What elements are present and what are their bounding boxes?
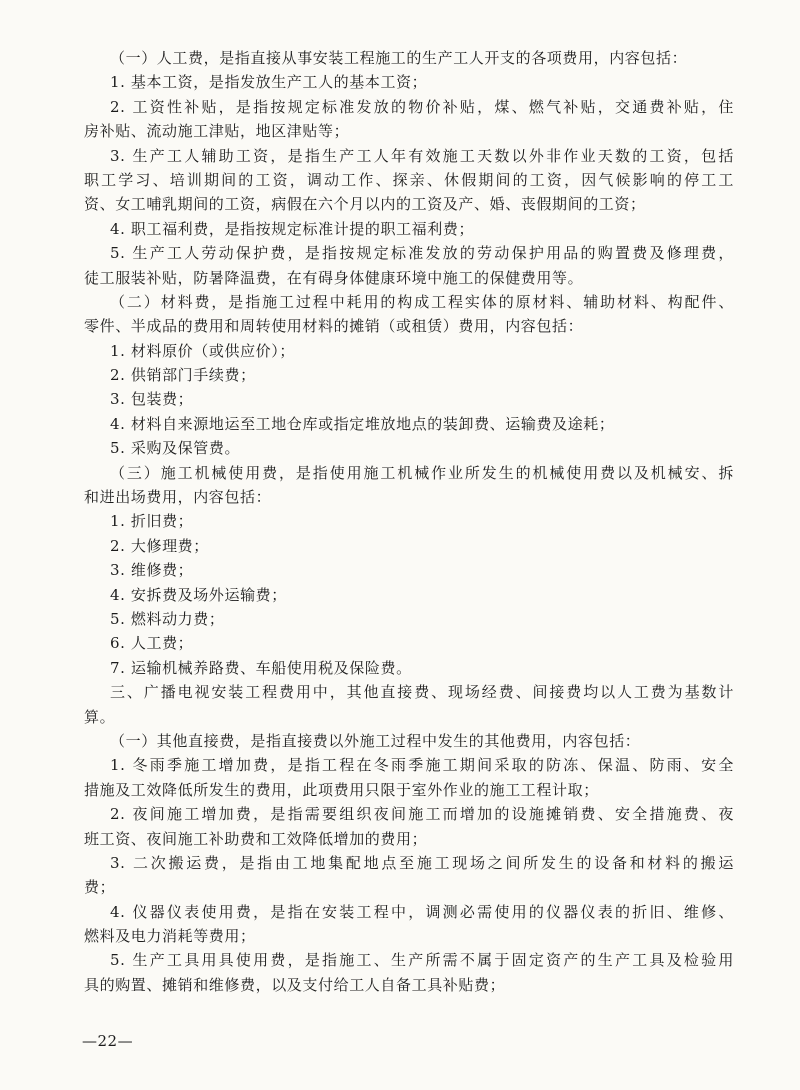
continuation-line: 零件、半成品的费用和周转使用材料的摊销（或租赁）费用，内容包括：: [84, 317, 584, 336]
page-number: —22—: [82, 1032, 134, 1050]
continuation-line: 算。: [84, 707, 116, 726]
continuation-line: 徒工服装补贴，防暑降温费，在有碍身体健康环境中施工的保健费用等。: [84, 268, 584, 287]
continuation-line: 和进出场费用，内容包括：: [84, 488, 272, 507]
section-heading-line: 三、广播电视安装工程费用中，其他直接费、现场经费、间接费均以人工费为基数计: [110, 683, 734, 702]
continuation-line: 资、女工哺乳期间的工资，病假在六个月以内的工资及产、婚、丧假期间的工资；: [84, 195, 646, 214]
list-item-line: 4. 材料自来源地运至工地仓库或指定堆放地点的装卸费、运输费及途耗；: [110, 414, 615, 433]
continuation-line: 燃料及电力消耗等费用；: [84, 927, 256, 946]
list-item-line: 3. 包装费；: [110, 390, 194, 409]
list-item-line: 2. 工资性补贴，是指按规定标准发放的物价补贴，煤、燃气补贴，交通费补贴，住: [110, 97, 734, 116]
continuation-line: 房补贴、流动施工津贴，地区津贴等；: [84, 122, 350, 141]
list-item-line: 4. 仪器仪表使用费，是指在安装工程中，调测必需使用的仪器仪表的折旧、维修、: [110, 902, 734, 921]
list-item-line: 7. 运输机械养路费、车船使用税及保险费。: [110, 658, 412, 677]
list-item-line: 5. 燃料动力费；: [110, 609, 225, 628]
section-heading-line: （二）材料费，是指施工过程中耗用的构成工程实体的原材料、辅助材料、构配件、: [110, 292, 734, 311]
list-item-line: 3. 生产工人辅助工资，是指生产工人年有效施工天数以外非作业天数的工资，包括: [110, 146, 734, 165]
document-body: [84, 46, 734, 997]
list-item-line: 4. 职工福利费，是指按规定标准计提的职工福利费；: [110, 219, 475, 238]
list-item-line: 1. 折旧费；: [110, 512, 194, 531]
continuation-line: 费；: [84, 878, 116, 897]
section-heading-line: （三）施工机械使用费，是指使用施工机械作业所发生的机械使用费以及机械安、拆: [110, 463, 734, 482]
list-item-line: 6. 人工费；: [110, 634, 194, 653]
continuation-line: 措施及工效降低所发生的费用，此项费用只限于室外作业的施工工程计取；: [84, 780, 599, 799]
list-item-line: 1. 材料原价（或供应价）；: [110, 341, 295, 360]
continuation-line: 班工资、夜间施工补助费和工效降低增加的费用；: [84, 829, 428, 848]
list-item-line: 5. 生产工人劳动保护费，是指按规定标准发放的劳动保护用品的购置费及修理费，: [110, 244, 734, 263]
list-item-line: 1. 冬雨季施工增加费，是指工程在冬雨季施工期间采取的防冻、保温、防雨、安全: [110, 756, 734, 775]
list-item-line: 2. 供销部门手续费；: [110, 366, 256, 385]
list-item-line: 3. 维修费；: [110, 561, 194, 580]
continuation-line: 具的购置、摊销和维修费，以及支付给工人自备工具补贴费；: [84, 975, 506, 994]
list-item-line: 2. 大修理费；: [110, 536, 209, 555]
list-item-line: 1. 基本工资，是指发放生产工人的基本工资；: [110, 73, 428, 92]
list-item-line: 3. 二次搬运费，是指由工地集配地点至施工现场之间所发生的设备和材料的搬运: [110, 853, 734, 872]
section-heading-line: （一）人工费，是指直接从事安装工程施工的生产工人开支的各项费用，内容包括：: [110, 49, 688, 67]
continuation-line: 职工学习、培训期间的工资，调动工作、探亲、休假期间的工资，因气候影响的停工工: [84, 170, 734, 189]
list-item-line: 5. 生产工具用具使用费，是指施工、生产所需不属于固定资产的生产工具及检验用: [110, 951, 734, 970]
list-item-line: 2. 夜间施工增加费，是指需要组织夜间施工而增加的设施摊销费、安全措施费、夜: [110, 805, 734, 824]
list-item-line: 4. 安拆费及场外运输费；: [110, 585, 287, 604]
list-item-line: 5. 采购及保管费。: [110, 439, 241, 458]
section-heading-line: （一）其他直接费，是指直接费以外施工过程中发生的其他费用，内容包括：: [110, 731, 641, 750]
